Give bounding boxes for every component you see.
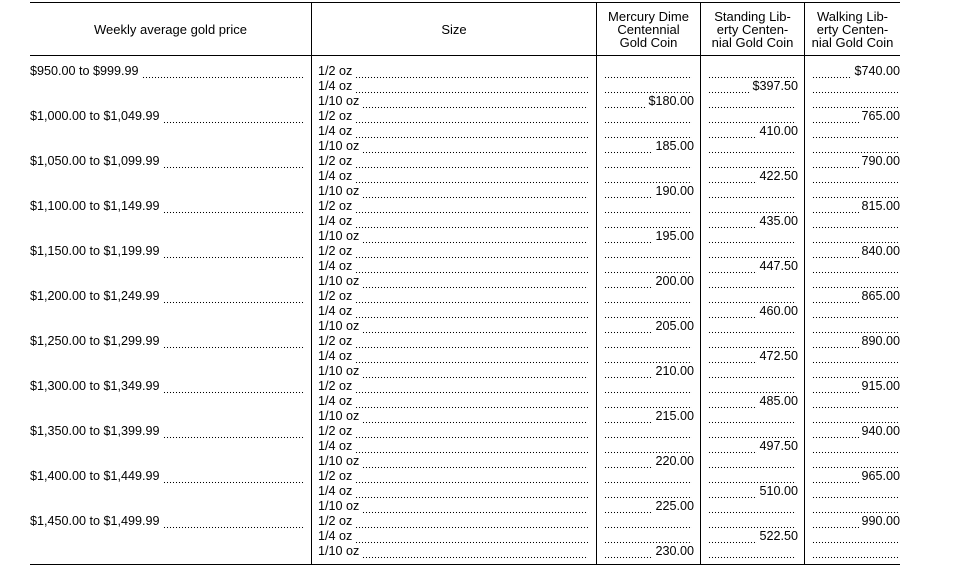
standing-liberty-value-text: 485.00: [759, 394, 798, 408]
size-cell-text: 1/4 oz: [318, 259, 353, 273]
size-cell-text: 1/4 oz: [318, 529, 353, 543]
mercury-dime-value: [604, 94, 694, 109]
mercury-dime-value: [604, 544, 694, 559]
mercury-dime-value-text: 230.00: [655, 544, 694, 558]
size-cell: [318, 454, 590, 469]
mercury-dime-empty: [604, 214, 694, 229]
walking-liberty-empty: [812, 229, 900, 244]
dot-leader: [355, 248, 588, 259]
mercury-dime-empty: [604, 109, 694, 124]
mercury-dime-empty: [604, 484, 694, 499]
column-divider: [804, 2, 805, 564]
size-cell: [318, 169, 590, 184]
walking-liberty-value: [812, 469, 900, 484]
standing-liberty-value-text: 497.50: [759, 439, 798, 453]
walking-liberty-empty: [812, 259, 900, 274]
dot-leader: [355, 518, 588, 529]
price-range-cell-text: $1,350.00 to $1,399.99: [30, 424, 160, 438]
size-cell-text: 1/4 oz: [318, 394, 353, 408]
price-range-cell: [30, 334, 306, 349]
header-line: Standing Lib-: [714, 8, 791, 24]
walking-liberty-value: [812, 289, 900, 304]
size-cell: [318, 544, 590, 559]
dot-leader: [355, 308, 588, 319]
header-rule: [30, 55, 900, 56]
walking-liberty-value: [812, 244, 900, 259]
standing-liberty-empty: [708, 319, 798, 334]
mercury-dime-empty: [604, 379, 694, 394]
walking-liberty-empty: [812, 214, 900, 229]
walking-liberty-empty: [812, 139, 900, 154]
walking-liberty-empty: [812, 169, 900, 184]
size-cell: [318, 394, 590, 409]
dot-leader: [355, 473, 588, 484]
size-cell: [318, 109, 590, 124]
size-cell: [318, 259, 590, 274]
dot-leader: [355, 158, 588, 169]
walking-liberty-value-text: 815.00: [861, 199, 900, 213]
size-cell-text: 1/4 oz: [318, 484, 353, 498]
price-range-cell-text: $1,450.00 to $1,499.99: [30, 514, 160, 528]
dot-leader: [355, 428, 588, 439]
dot-leader: [708, 556, 796, 559]
size-cell: [318, 349, 590, 364]
mercury-dime-empty: [604, 304, 694, 319]
header-text: Weekly average gold price: [94, 21, 247, 37]
standing-liberty-value: [708, 394, 798, 409]
size-cell-text: 1/4 oz: [318, 124, 353, 138]
mercury-dime-value: [604, 454, 694, 469]
mercury-dime-empty: [604, 169, 694, 184]
standing-liberty-empty: [708, 514, 798, 529]
walking-liberty-value-text: 890.00: [861, 334, 900, 348]
standing-liberty-value: [708, 484, 798, 499]
column-divider: [596, 2, 597, 564]
size-cell: [318, 289, 590, 304]
dot-leader: [362, 323, 588, 334]
size-cell-text: 1/4 oz: [318, 349, 353, 363]
dot-leader: [355, 488, 588, 499]
mercury-dime-value-text: $180.00: [648, 94, 694, 108]
size-cell-text: 1/10 oz: [318, 544, 360, 558]
standing-liberty-empty: [708, 109, 798, 124]
standing-liberty-empty: [708, 424, 798, 439]
standing-liberty-value-text: 447.50: [759, 259, 798, 273]
mercury-dime-empty: [604, 469, 694, 484]
price-range-cell-text: $1,000.00 to $1,049.99: [30, 109, 160, 123]
mercury-dime-empty: [604, 64, 694, 79]
walking-liberty-empty: [812, 79, 900, 94]
mercury-dime-empty: [604, 259, 694, 274]
size-cell-text: 1/2 oz: [318, 154, 353, 168]
size-cell-text: 1/4 oz: [318, 169, 353, 183]
dot-leader: [163, 473, 304, 484]
standing-liberty-empty: [708, 469, 798, 484]
size-cell: [318, 514, 590, 529]
size-cell-text: 1/2 oz: [318, 334, 353, 348]
header-line: erty Centen-: [816, 21, 889, 37]
standing-liberty-empty: [708, 154, 798, 169]
dot-leader: [362, 503, 588, 514]
mercury-dime-value: [604, 184, 694, 199]
size-cell-text: 1/2 oz: [318, 244, 353, 258]
size-cell-text: 1/4 oz: [318, 79, 353, 93]
header-text: Size: [441, 21, 467, 37]
dot-leader: [355, 383, 588, 394]
standing-liberty-empty: [708, 199, 798, 214]
walking-liberty-empty: [812, 544, 900, 559]
price-range-cell-text: $1,400.00 to $1,449.99: [30, 469, 160, 483]
dot-leader: [355, 203, 588, 214]
size-cell: [318, 499, 590, 514]
size-cell-text: 1/10 oz: [318, 454, 360, 468]
size-cell-text: 1/10 oz: [318, 319, 360, 333]
dot-leader: [163, 338, 304, 349]
walking-liberty-empty: [812, 454, 900, 469]
walking-liberty-empty: [812, 94, 900, 109]
standing-liberty-value: [708, 214, 798, 229]
walking-liberty-empty: [812, 439, 900, 454]
dot-leader: [355, 293, 588, 304]
dot-leader: [355, 353, 588, 364]
standing-liberty-value: [708, 259, 798, 274]
size-cell-text: 1/2 oz: [318, 469, 353, 483]
dot-leader: [362, 548, 588, 559]
price-range-cell-text: $1,100.00 to $1,149.99: [30, 199, 160, 213]
size-cell-text: 1/2 oz: [318, 514, 353, 528]
size-cell: [318, 199, 590, 214]
header-weekly-average-gold-price: [30, 3, 311, 55]
walking-liberty-empty: [812, 499, 900, 514]
header-line: Mercury Dime: [608, 8, 689, 24]
price-range-cell: [30, 64, 306, 79]
size-cell-text: 1/4 oz: [318, 439, 353, 453]
header-walking-liberty: [805, 3, 900, 55]
size-cell: [318, 184, 590, 199]
size-cell: [318, 409, 590, 424]
standing-liberty-empty: [708, 229, 798, 244]
mercury-dime-value-text: 225.00: [655, 499, 694, 513]
mercury-dime-empty: [604, 199, 694, 214]
standing-liberty-empty: [708, 499, 798, 514]
standing-liberty-value-text: 410.00: [759, 124, 798, 138]
header-line: Gold Coin: [619, 34, 678, 50]
walking-liberty-value-text: 915.00: [861, 379, 900, 393]
size-cell: [318, 529, 590, 544]
dot-leader: [355, 338, 588, 349]
dot-leader: [163, 203, 304, 214]
price-range-cell-text: $1,150.00 to $1,199.99: [30, 244, 160, 258]
dot-leader: [163, 158, 304, 169]
walking-liberty-empty: [812, 364, 900, 379]
standing-liberty-value: [708, 349, 798, 364]
standing-liberty-empty: [708, 274, 798, 289]
dot-leader: [163, 518, 304, 529]
dot-leader: [362, 143, 588, 154]
standing-liberty-value: [708, 439, 798, 454]
mercury-dime-value: [604, 409, 694, 424]
mercury-dime-empty: [604, 424, 694, 439]
price-range-cell: [30, 154, 306, 169]
size-cell-text: 1/2 oz: [318, 379, 353, 393]
size-cell-text: 1/2 oz: [318, 199, 353, 213]
walking-liberty-empty: [812, 274, 900, 289]
dot-leader: [163, 248, 304, 259]
price-range-cell: [30, 199, 306, 214]
mercury-dime-value-text: 200.00: [655, 274, 694, 288]
size-cell-text: 1/4 oz: [318, 304, 353, 318]
size-cell: [318, 379, 590, 394]
price-range-cell: [30, 514, 306, 529]
price-range-cell: [30, 379, 306, 394]
walking-liberty-empty: [812, 394, 900, 409]
dot-leader: [355, 443, 588, 454]
price-range-cell: [30, 289, 306, 304]
standing-liberty-empty: [708, 334, 798, 349]
mercury-dime-value-text: 195.00: [655, 229, 694, 243]
mercury-dime-value: [604, 229, 694, 244]
bottom-rule: [30, 564, 900, 565]
price-range-cell: [30, 469, 306, 484]
standing-liberty-value-text: 472.50: [759, 349, 798, 363]
dot-leader: [362, 368, 588, 379]
header-line: nial Gold Coin: [711, 34, 794, 50]
size-cell: [318, 304, 590, 319]
dot-leader: [362, 278, 588, 289]
mercury-dime-value-text: 205.00: [655, 319, 694, 333]
walking-liberty-empty: [812, 484, 900, 499]
walking-liberty-empty: [812, 304, 900, 319]
size-cell-text: 1/2 oz: [318, 64, 353, 78]
walking-liberty-value: [812, 199, 900, 214]
dot-leader: [812, 556, 898, 559]
size-cell: [318, 319, 590, 334]
size-cell: [318, 64, 590, 79]
size-cell: [318, 484, 590, 499]
walking-liberty-value-text: 765.00: [861, 109, 900, 123]
size-cell: [318, 154, 590, 169]
size-cell: [318, 229, 590, 244]
walking-liberty-value-text: 840.00: [861, 244, 900, 258]
dot-leader: [142, 68, 304, 79]
standing-liberty-value-text: 510.00: [759, 484, 798, 498]
price-range-cell-text: $1,200.00 to $1,249.99: [30, 289, 160, 303]
dot-leader: [604, 556, 653, 559]
mercury-dime-value-text: 190.00: [655, 184, 694, 198]
dot-leader: [362, 233, 588, 244]
size-cell-text: 1/10 oz: [318, 499, 360, 513]
price-range-cell-text: $1,250.00 to $1,299.99: [30, 334, 160, 348]
dot-leader: [355, 113, 588, 124]
mercury-dime-empty: [604, 334, 694, 349]
mercury-dime-empty: [604, 124, 694, 139]
standing-liberty-empty: [708, 379, 798, 394]
walking-liberty-value-text: 965.00: [861, 469, 900, 483]
dot-leader: [355, 398, 588, 409]
mercury-dime-value: [604, 499, 694, 514]
dot-leader: [362, 458, 588, 469]
price-range-cell-text: $1,050.00 to $1,099.99: [30, 154, 160, 168]
mercury-dime-empty: [604, 514, 694, 529]
standing-liberty-empty: [708, 544, 798, 559]
size-cell: [318, 244, 590, 259]
walking-liberty-empty: [812, 529, 900, 544]
price-range-cell: [30, 109, 306, 124]
size-cell: [318, 79, 590, 94]
walking-liberty-empty: [812, 349, 900, 364]
walking-liberty-value: [812, 514, 900, 529]
size-cell: [318, 364, 590, 379]
mercury-dime-value-text: 185.00: [655, 139, 694, 153]
mercury-dime-value: [604, 319, 694, 334]
size-cell-text: 1/10 oz: [318, 274, 360, 288]
standing-liberty-value-text: 435.00: [759, 214, 798, 228]
dot-leader: [163, 113, 304, 124]
size-cell: [318, 139, 590, 154]
dot-leader: [355, 68, 588, 79]
walking-liberty-value: [812, 109, 900, 124]
price-range-cell: [30, 244, 306, 259]
size-cell-text: 1/2 oz: [318, 424, 353, 438]
size-cell-text: 1/10 oz: [318, 409, 360, 423]
mercury-dime-empty: [604, 349, 694, 364]
standing-liberty-empty: [708, 454, 798, 469]
standing-liberty-empty: [708, 409, 798, 424]
walking-liberty-value: [812, 154, 900, 169]
walking-liberty-value: [812, 334, 900, 349]
standing-liberty-value: [708, 124, 798, 139]
standing-liberty-value-text: 522.50: [759, 529, 798, 543]
dot-leader: [163, 293, 304, 304]
mercury-dime-empty: [604, 79, 694, 94]
size-cell: [318, 439, 590, 454]
size-cell-text: 1/10 oz: [318, 139, 360, 153]
dot-leader: [355, 263, 588, 274]
dot-leader: [362, 98, 588, 109]
column-divider: [311, 2, 312, 564]
price-range-cell: [30, 424, 306, 439]
dot-leader: [362, 413, 588, 424]
standing-liberty-value-text: 460.00: [759, 304, 798, 318]
mercury-dime-empty: [604, 394, 694, 409]
dot-leader: [355, 83, 588, 94]
size-cell-text: 1/10 oz: [318, 229, 360, 243]
standing-liberty-empty: [708, 244, 798, 259]
standing-liberty-value: [708, 169, 798, 184]
size-cell: [318, 94, 590, 109]
mercury-dime-empty: [604, 529, 694, 544]
size-cell-text: 1/4 oz: [318, 214, 353, 228]
dot-leader: [355, 218, 588, 229]
mercury-dime-value-text: 215.00: [655, 409, 694, 423]
size-cell-text: 1/10 oz: [318, 364, 360, 378]
mercury-dime-value: [604, 274, 694, 289]
standing-liberty-empty: [708, 94, 798, 109]
mercury-dime-empty: [604, 244, 694, 259]
walking-liberty-value-text: 865.00: [861, 289, 900, 303]
mercury-dime-value: [604, 139, 694, 154]
walking-liberty-value-text: $740.00: [854, 64, 900, 78]
walking-liberty-value: [812, 424, 900, 439]
mercury-dime-value: [604, 364, 694, 379]
size-cell: [318, 124, 590, 139]
walking-liberty-empty: [812, 184, 900, 199]
walking-liberty-value: [812, 64, 900, 79]
standing-liberty-value: [708, 304, 798, 319]
header-line: erty Centen-: [716, 21, 789, 37]
dot-leader: [355, 173, 588, 184]
standing-liberty-value-text: $397.50: [752, 79, 798, 93]
walking-liberty-value-text: 940.00: [861, 424, 900, 438]
dot-leader: [163, 428, 304, 439]
walking-liberty-value: [812, 379, 900, 394]
size-cell: [318, 214, 590, 229]
walking-liberty-empty: [812, 124, 900, 139]
price-range-cell-text: $950.00 to $999.99: [30, 64, 139, 78]
size-cell-text: 1/10 oz: [318, 94, 360, 108]
header-line: nial Gold Coin: [811, 34, 894, 50]
walking-liberty-value-text: 990.00: [861, 514, 900, 528]
header-mercury-dime: [597, 3, 700, 55]
size-cell: [318, 424, 590, 439]
standing-liberty-value-text: 422.50: [759, 169, 798, 183]
size-cell-text: 1/2 oz: [318, 289, 353, 303]
header-size: [312, 3, 596, 55]
price-range-cell-text: $1,300.00 to $1,349.99: [30, 379, 160, 393]
walking-liberty-empty: [812, 409, 900, 424]
standing-liberty-empty: [708, 184, 798, 199]
header-line: Centennial: [617, 21, 680, 37]
dot-leader: [163, 383, 304, 394]
header-standing-liberty: [701, 3, 804, 55]
dot-leader: [355, 128, 588, 139]
size-cell: [318, 469, 590, 484]
size-cell: [318, 334, 590, 349]
size-cell: [318, 274, 590, 289]
standing-liberty-value: [708, 79, 798, 94]
standing-liberty-empty: [708, 64, 798, 79]
header-line: Walking Lib-: [816, 8, 889, 24]
standing-liberty-value: [708, 529, 798, 544]
size-cell-text: 1/2 oz: [318, 109, 353, 123]
walking-liberty-value-text: 790.00: [861, 154, 900, 168]
walking-liberty-empty: [812, 319, 900, 334]
standing-liberty-empty: [708, 289, 798, 304]
mercury-dime-value-text: 210.00: [655, 364, 694, 378]
dot-leader: [362, 188, 588, 199]
standing-liberty-empty: [708, 139, 798, 154]
mercury-dime-empty: [604, 289, 694, 304]
mercury-dime-empty: [604, 439, 694, 454]
mercury-dime-value-text: 220.00: [655, 454, 694, 468]
standing-liberty-empty: [708, 364, 798, 379]
dot-leader: [355, 533, 588, 544]
size-cell-text: 1/10 oz: [318, 184, 360, 198]
column-divider: [700, 2, 701, 564]
mercury-dime-empty: [604, 154, 694, 169]
